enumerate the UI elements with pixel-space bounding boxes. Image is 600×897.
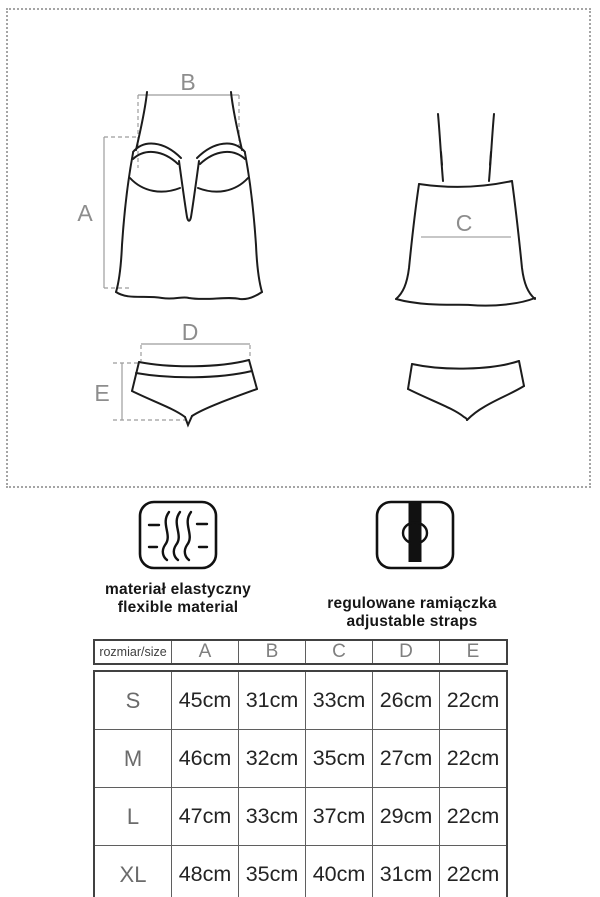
value-cell: 46cm: [171, 730, 238, 787]
table-row-s: [95, 672, 506, 729]
value-cell: 29cm: [372, 788, 439, 845]
size-table-body: [93, 670, 508, 897]
adjustable-strap-icon: [375, 500, 455, 570]
dimension-label-b: B: [180, 69, 196, 95]
camisole-back-drawing: [396, 114, 535, 306]
value-cell: 33cm: [305, 672, 372, 729]
header-col-d: D: [372, 641, 439, 663]
header-col-a: A: [171, 641, 238, 663]
caption-line-pl: regulowane ramiączka: [327, 595, 497, 612]
value-cell: 35cm: [238, 846, 305, 897]
value-cell: 22cm: [439, 672, 506, 729]
value-cell: 40cm: [305, 846, 372, 897]
caption-line-en: flexible material: [117, 599, 239, 616]
size-label: L: [126, 803, 140, 829]
header-col-e: E: [439, 641, 506, 663]
value-cell: 31cm: [238, 672, 305, 729]
dimension-a: [77, 137, 138, 288]
value-cell: 47cm: [171, 788, 238, 845]
value-cell: 37cm: [305, 788, 372, 845]
value-cell: 45cm: [171, 672, 238, 729]
dimension-b: [138, 69, 239, 168]
value-cell: 26cm: [372, 672, 439, 729]
size-label: XL: [119, 861, 147, 887]
caption-line-en: adjustable straps: [346, 613, 478, 630]
value-cell: 27cm: [372, 730, 439, 787]
value-cell: 22cm: [439, 730, 506, 787]
size-table: [93, 639, 508, 897]
value-cell: 31cm: [372, 846, 439, 897]
size-label: S: [125, 687, 141, 713]
value-cell: 48cm: [171, 846, 238, 897]
table-row-m: [95, 729, 506, 787]
dimension-label-e: E: [94, 380, 110, 406]
size-label: M: [123, 745, 143, 771]
header-col-c: C: [305, 641, 372, 663]
header-col-b: B: [238, 641, 305, 663]
briefs-back-drawing: [408, 361, 524, 420]
dimension-label-a: A: [77, 200, 93, 226]
table-row-l: [95, 787, 506, 845]
size-table-header-row: [93, 639, 508, 665]
table-row-xl: [95, 845, 506, 897]
value-cell: 32cm: [238, 730, 305, 787]
value-cell: 22cm: [439, 846, 506, 897]
caption-line-pl: materiał elastyczny: [105, 581, 251, 598]
dimension-label-d: D: [181, 319, 199, 345]
briefs-front-drawing: [132, 360, 257, 425]
elastic-material-caption: [58, 581, 298, 617]
value-cell: 35cm: [305, 730, 372, 787]
adjustable-straps-caption: [292, 595, 532, 631]
header-size-cell: rozmiar/size: [99, 645, 167, 659]
value-cell: 22cm: [439, 788, 506, 845]
value-cell: 33cm: [238, 788, 305, 845]
elastic-material-icon: [138, 500, 218, 570]
dimension-label-c: C: [455, 210, 473, 236]
dimension-d: [141, 319, 250, 361]
